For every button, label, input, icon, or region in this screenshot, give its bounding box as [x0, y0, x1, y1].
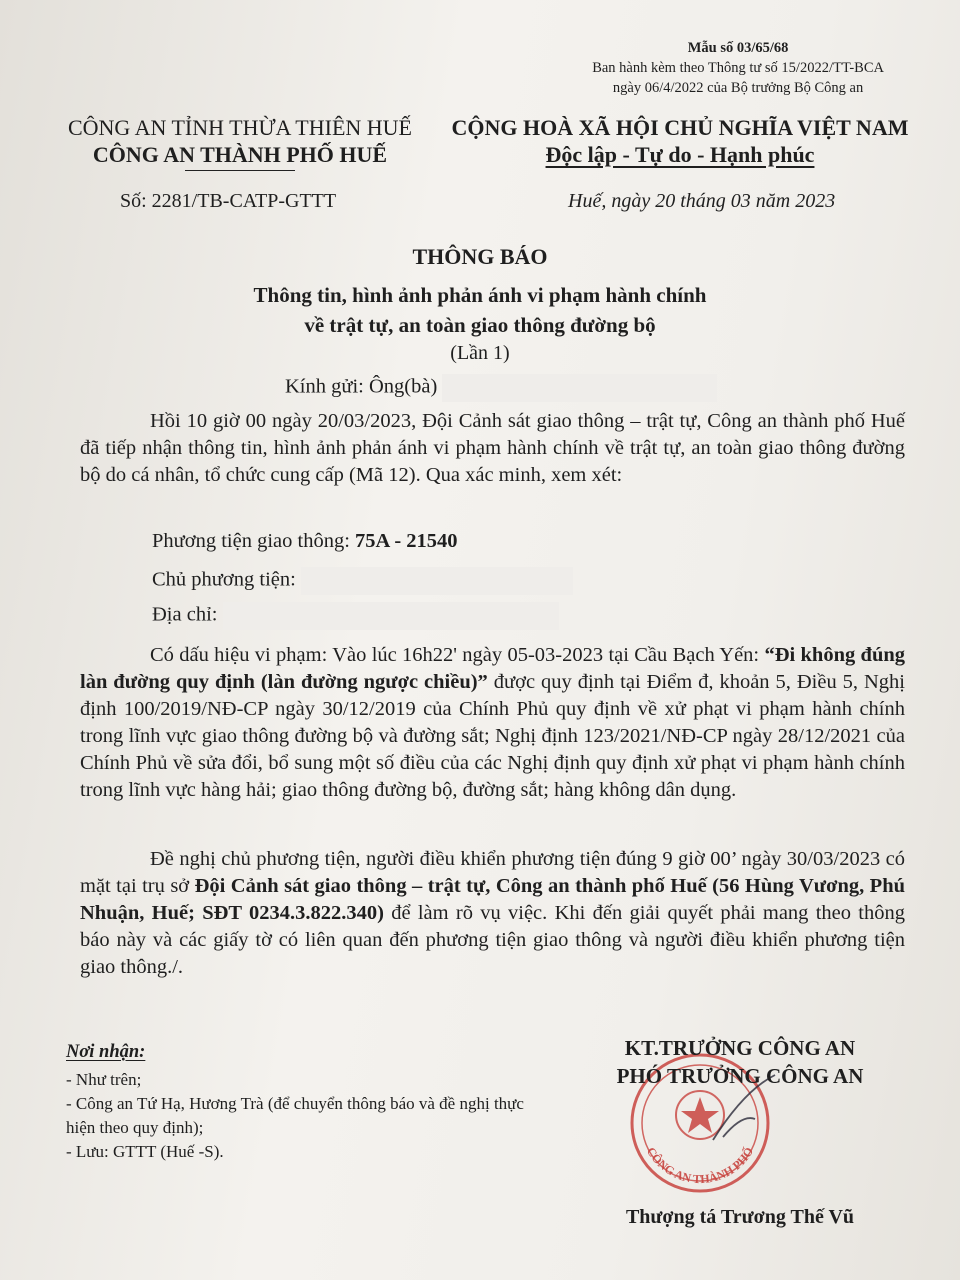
header-underline — [185, 170, 295, 171]
recipient-item: - Như trên; — [66, 1070, 142, 1089]
redacted-address — [223, 602, 559, 630]
owner-label: Chủ phương tiện: — [152, 568, 296, 591]
recipient-item: - Công an Tứ Hạ, Hương Trà (để chuyển thông báo và đề nghị thực hiện theo quy định); — [66, 1094, 524, 1137]
issuing-agency-header — [40, 114, 440, 171]
issue-count: (Lần 1) — [450, 342, 510, 364]
form-reference-box — [592, 38, 884, 98]
signature-authority: KT.TRƯỞNG CÔNG AN — [624, 1036, 856, 1060]
paragraph-request — [80, 846, 905, 981]
vehicle-line — [152, 530, 458, 553]
redacted-owner-name — [301, 567, 573, 595]
form-number: Mẫu số 03/65/68 — [687, 40, 789, 56]
form-issued-date: ngày 06/4/2022 của Bộ trưởng Bộ Công an — [612, 80, 864, 96]
request-instructions: để làm rõ vụ việc. Khi đến giải quyết phải mang theo thông báo này và các giấy tờ có liên quan đến phương tiện giao thông và người điều khiển phương tiện giao thông./. — [80, 902, 905, 978]
document-number: Số: 2281/TB-CATP-GTTT — [120, 190, 337, 212]
form-issued-by: Ban hành kèm theo Thông tư số 15/2022/TT-BCA — [592, 60, 884, 76]
parent-agency: CÔNG AN TỈNH THỪA THIÊN HUẾ — [67, 115, 412, 140]
address-line — [152, 602, 559, 630]
violation-intro: Có dấu hiệu vi phạm: Vào lúc 16h22' ngày 05-03-2023 tại Cầu Bạch Yến: — [150, 644, 765, 666]
national-header — [440, 114, 920, 168]
issuing-unit: CÔNG AN THÀNH PHỐ HUẾ — [92, 142, 388, 167]
recipient-line — [285, 374, 717, 402]
national-motto: Độc lập - Tự do - Hạnh phúc — [545, 142, 815, 167]
signature-block — [580, 1034, 900, 1090]
place-and-date: Huế, ngày 20 tháng 03 năm 2023 — [568, 190, 836, 212]
vehicle-label: Phương tiện giao thông: — [152, 530, 356, 552]
svg-text:CÔNG AN THÀNH PHỐ: CÔNG AN THÀNH PHỐ — [643, 1144, 757, 1187]
vehicle-plate: 75A - 21540 — [355, 530, 458, 552]
violation-description: “Đi không đúng làn đường quy định (làn đường ngược chiều)” — [80, 644, 905, 693]
signer-name: Thượng tá Trương Thế Vũ — [625, 1206, 855, 1228]
nation-name: CỘNG HOÀ XÃ HỘI CHỦ NGHĨA VIỆT NAM — [451, 115, 909, 140]
recipients-block — [66, 1040, 526, 1164]
request-intro: Đề nghị chủ phương tiện, người điều khiển phương tiện đúng 9 giờ 00’ ngày 30/03/2023 có mặt tại trụ sở — [80, 848, 905, 897]
document-subtitle — [0, 280, 960, 340]
recipients-heading: Nơi nhận: — [66, 1042, 146, 1062]
document-title: THÔNG BÁO — [412, 244, 548, 269]
violation-legal-basis: được quy định tại Điểm đ, khoản 5, Điều 5, Nghị định 100/2019/NĐ-CP ngày 30/12/2019 của Chính Phủ quy định về xử phạt vi phạm hành chính trong lĩnh vực giao thông đường bộ và đường sắt; Nghị định 123/2021/NĐ-CP ngày 28/12/2021 của Chính Phủ về sửa đổi, bổ sung một số điều của các Nghị định quy định xử phạt vi phạm hành chính trong lĩnh vực hàng hải; giao thông đường bộ, đường sắt; hàng không dân dụng. — [80, 671, 905, 801]
paragraph-violation — [80, 642, 905, 804]
signature-position: PHÓ TRƯỞNG CÔNG AN — [616, 1064, 864, 1088]
request-location: Đội Cảnh sát giao thông – trật tự, Công an thành phố Huế (56 Hùng Vương, Phú Nhuận, Huế; SĐT 0234.3.822.340) — [80, 875, 905, 924]
recipient-item: - Lưu: GTTT (Huế -S). — [66, 1142, 224, 1161]
redacted-recipient-name — [442, 374, 717, 402]
subtitle-line-1: Thông tin, hình ảnh phản ánh vi phạm hành chính — [253, 283, 707, 307]
address-label: Địa chỉ: — [152, 603, 218, 626]
owner-line — [152, 567, 573, 595]
recipient-label: Kính gửi: Ông(bà) — [285, 375, 438, 398]
paragraph-intro: Hồi 10 giờ 00 ngày 20/03/2023, Đội Cảnh sát giao thông – trật tự, Công an thành phố Huế đã tiếp nhận thông tin, hình ảnh phản ánh vi phạm hành chính về trật tự, an toàn giao thông đường bộ do cá nhân, tổ chức cung cấp (Mã 12). Qua xác minh, xem xét: — [80, 410, 905, 486]
subtitle-line-2: về trật tự, an toàn giao thông đường bộ — [304, 313, 656, 337]
